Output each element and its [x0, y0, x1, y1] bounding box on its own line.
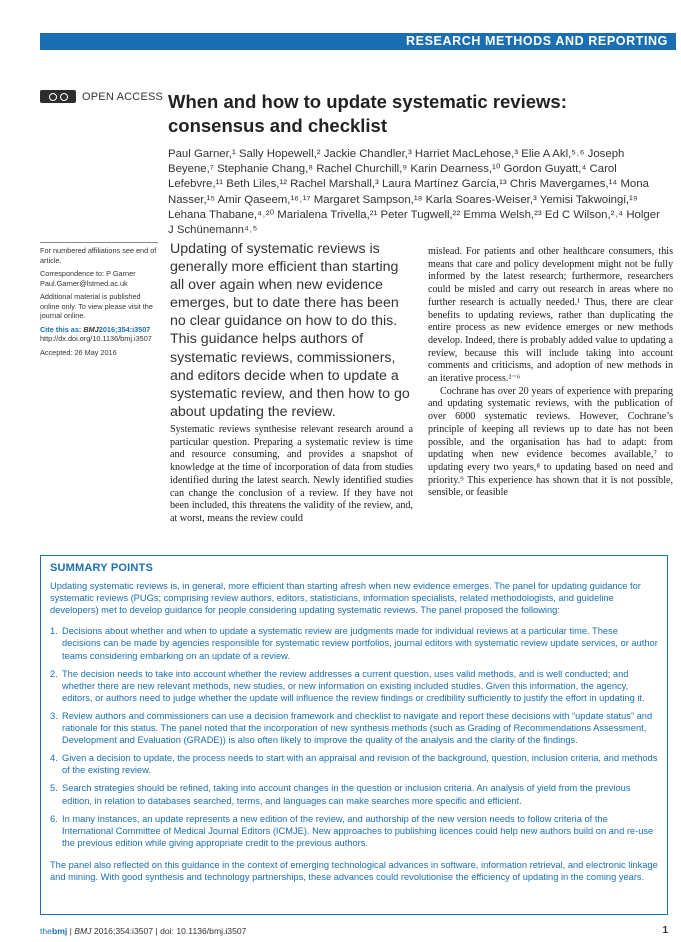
footer-ref: 2016;354:i3507: [91, 926, 154, 936]
creative-commons-icon: [40, 90, 76, 103]
summary-point: [50, 813, 658, 849]
cite-label: Cite this as:: [40, 324, 82, 334]
section-banner: RESEARCH METHODS AND REPORTING: [40, 33, 676, 50]
body-column-left: [170, 424, 413, 526]
cite-ref: 2016;354:i3507: [98, 324, 151, 334]
footer-separator: |: [153, 926, 161, 936]
additional-material-note: Additional material is published online only. To view please visit the journal online.: [40, 292, 153, 320]
summary-point-number: 5.: [50, 783, 58, 794]
cc-circle-2: [60, 93, 68, 101]
page-number: 1: [662, 925, 668, 936]
doi-link[interactable]: http://dx.doi.org/10.1136/bmj.i3507: [40, 334, 152, 343]
summary-point: [50, 782, 658, 806]
affiliations-note: For numbered affiliations see end of article.: [40, 246, 157, 265]
summary-point-number: 4.: [50, 753, 58, 764]
summary-point-text: Review authors and commissioners can use a decision framework and checklist to navigate and report these decisions with “update status” and rationale for this status. The panel noted that the incorporation of new synthesis methods (such as Grading of Recommendations Assessment, Development and Evaluation (GRADE)) is also often likely to improve the quality of the analysis and the clarity of the findings.: [62, 710, 653, 746]
summary-point: [50, 668, 658, 704]
summary-point-text: Search strategies should be refined, taking into account changes in the question or inclusion criteria. An analysis of yield from the previous edition, in relation to databases searched, terms, and languages can make searches more specific and efficient.: [62, 783, 631, 806]
citation: [40, 325, 158, 335]
standfirst: Updating of systematic reviews is generally more efficient than starting all over again when new evidence emerges, but to date there has been no clear guidance on how to do this. This guidance helps authors of systematic reviews, commissioners, and editors decide when to update a systematic review, and then how to go about updating the review.: [170, 241, 410, 420]
body-paragraph: mislead. For patients and other healthcare consumers, this means that care and policy development might not be fully informed by the latest research; furthermore, researchers could be misled and carry out research in areas where no further research is actually needed.¹ Thus, there are clear benefits to updating reviews, rather than duplicating the entire process as new evidence emerges or new methods develop. Indeed, there is probably added value to updating a review, because this will include taking into account comments and criticisms, and adoption of new methods in an iterative process.²⁻⁶: [428, 246, 673, 385]
article-sidebar: [40, 242, 158, 361]
summary-points-box: [40, 555, 668, 915]
footer-doi: doi: 10.1136/bmj.i3507: [160, 926, 247, 936]
summary-title: SUMMARY POINTS: [50, 562, 154, 574]
author-list: Paul Garner,¹ Sally Hopewell,² Jackie Chandler,³ Harriet MacLehose,³ Elie A Akl,⁵˒⁶ Joseph Beyene,⁷ Stephanie Chang,⁸ Rachel Churchill,⁹ Karin Dearness,¹⁰ Gordon Guyatt,⁴ Carol Lefebvre,¹¹ Beth Liles,¹² Rachel Marshall,³ Laura Martínez García,¹³ Chris Mavergames,¹⁴ Mona Nasser,¹⁵ Amir Qaseem,¹⁶˒¹⁷ Margaret Sampson,¹⁸ Karla Soares-Weiser,³ Yemisi Takwoingi,¹⁹ Lehana Thabane,⁴˒²⁰ Marialena Trivella,²¹ Peter Tugwell,²² Emma Welsh,²³ Ed C Wilson,²˒⁴ Holger J Schünemann⁴˒⁵: [168, 148, 660, 237]
footer-separator: |: [67, 926, 75, 936]
summary-point: [50, 625, 658, 661]
body-paragraph: Systematic reviews synthesise relevant research around a particular question. Preparing a systematic review is time and resource consuming, and provides a snapshot of knowledge at the time of incorporation of data from studies identified during the latest search. Newly identified studies can change the conclusion of a review. If they have not been included, this threatens the validity of the review, and, at worst, means the review could: [170, 424, 413, 524]
open-access-block: [40, 90, 163, 103]
article-title: When and how to update systematic reviews: consensus and checklist: [168, 91, 567, 136]
summary-point-text: Decisions about whether and when to update a systematic review are judgments made for individual reviews at a particular time. These decisions can be made by agencies responsible for systematic review portfolios, journal editors with systematic review update services, or author teams considering embarking on an update of a review.: [62, 626, 658, 661]
summary-closing: The panel also reflected on this guidance in the context of emerging technological advances in software, information retrieval, and electronic linkage and mining. With good synthesis and technology partnerships, these advances could revolutionise the efficiency of updating in the coming years.: [50, 859, 658, 882]
summary-point-number: 3.: [50, 710, 58, 721]
cite-journal: BMJ: [83, 324, 99, 334]
cc-circle-1: [49, 93, 57, 101]
accepted-date: Accepted: 26 May 2016: [40, 347, 117, 357]
summary-point: [50, 752, 658, 776]
open-access-label: OPEN ACCESS: [82, 90, 164, 103]
summary-point-text: Given a decision to update, the process needs to start with an appraisal and revision of the background, question, inclusion criteria, and methods of the existing review.: [62, 753, 658, 776]
summary-point: [50, 710, 658, 746]
page-footer: [40, 925, 668, 937]
summary-point-number: 2.: [50, 668, 58, 679]
footer-brand-the: the: [40, 926, 52, 936]
body-column-right: [428, 246, 673, 500]
footer-brand-bmj: bmj: [51, 926, 68, 936]
summary-point-text: The decision needs to take into account whether the review addresses a current question, uses valid methods, and is well conducted; and whether there are new relevant methods, new studies, or new information on existing included studies. Given this information, the agency, editors, or authors need to judge whether the update will influence the review findings or credibility sufficiently to justify the effort in updating it.: [62, 668, 645, 703]
summary-point-number: 1.: [50, 626, 58, 637]
summary-point-number: 6.: [50, 813, 58, 824]
body-paragraph: Cochrane has over 20 years of experience with preparing and updating systematic reviews, with the publication of over 6000 systematic reviews. However, Cochrane’s principle of keeping all reviews up to date has not been possible, and the organisation has had to adapt: from updating when new evidence becomes available,⁷ to updating every two years,⁸ to updating based on need and priority.⁹ This experience has shown that it is not possible, sensible, or feasible: [428, 385, 673, 499]
summary-list: [50, 625, 658, 849]
footer-journal: BMJ: [74, 926, 92, 936]
correspondence: Correspondence to: P Garner Paul.Garner@lstmed.ac.uk: [40, 269, 136, 288]
summary-intro: Updating systematic reviews is, in general, more efficient than starting afresh when new evidence emerges. The panel for updating guidance for systematic reviews (PUGs; comprising review authors, editors, statisticians, information specialists, related methodologists, and guideline developers) met to develop guidance for people considering updating systematic reviews. The panel proposed the following:: [50, 581, 641, 616]
summary-point-text: In many instances, an update represents a new edition of the review, and authorship of the new version needs to follow criteria of the International Committee of Medical Journal Editors (ICMJE). New approaches to publishing licences could help new authors build on and re-use the previous edition while giving appropriate credit to the previous authors.: [62, 813, 654, 848]
